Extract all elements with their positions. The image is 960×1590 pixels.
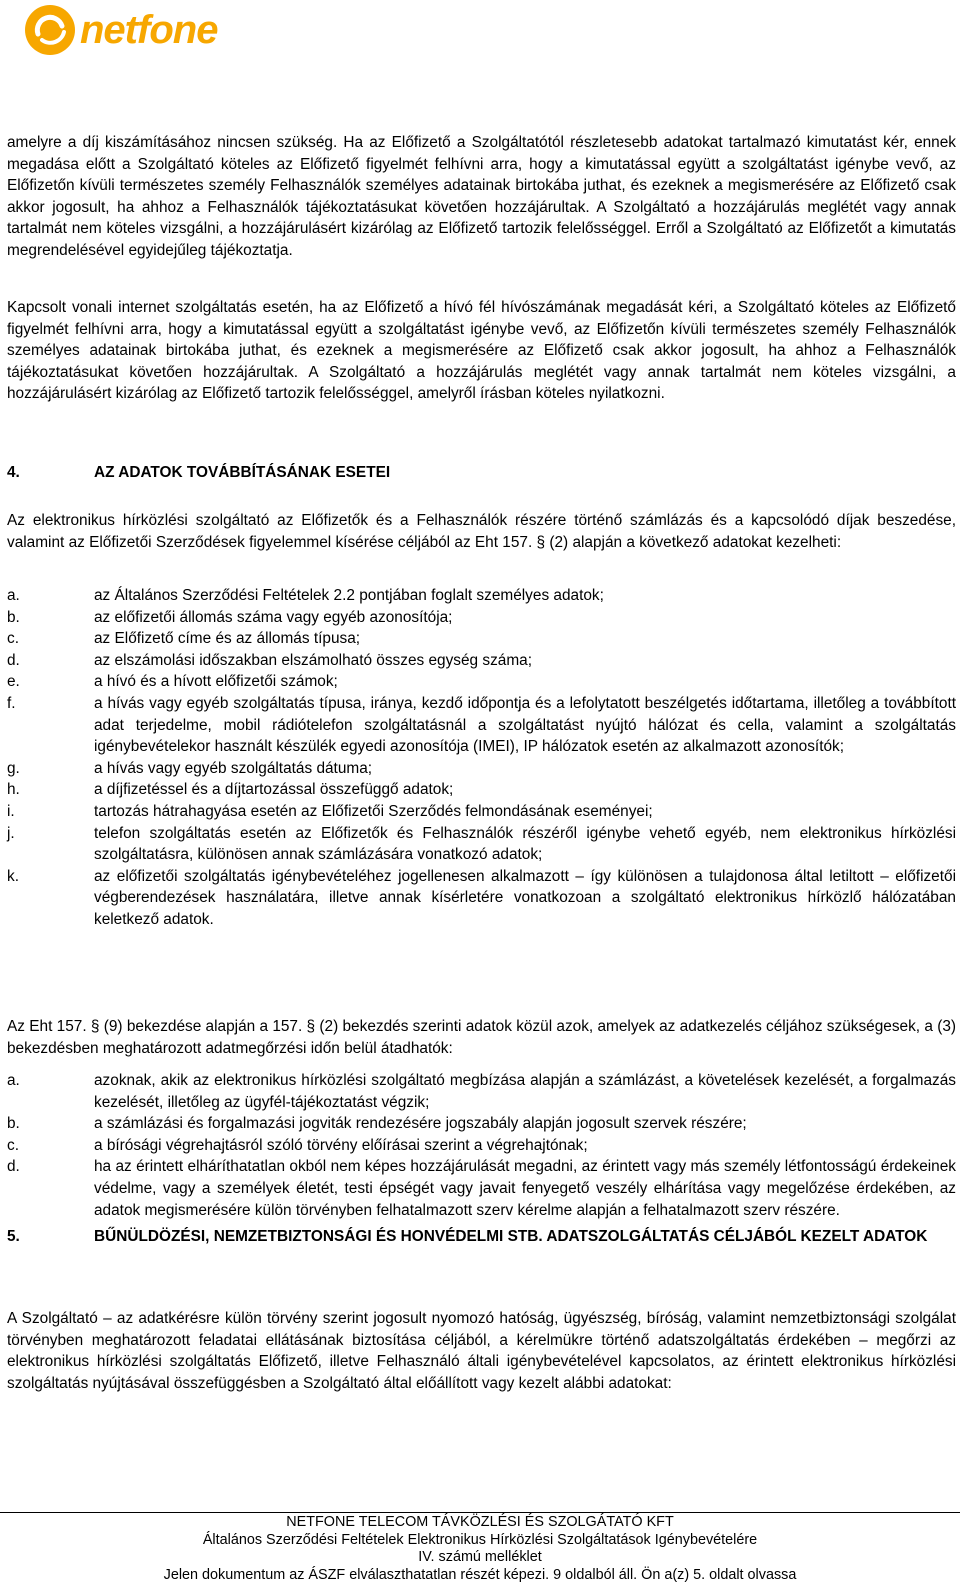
paragraph-1: amelyre a díj kiszámításához nincsen szükség. Ha az Előfizető a Szolgáltatótól részletesebb adatokat tartalmazó kimutatást kér, ennek megadása előtt a Szolgáltató köteles az Előfizető figyelmét felhívni arra, hogy a kimutatással együtt a szolgáltatást igénybe vevő, az Előfizetőn kívüli természetes személy Felhasználók személyes adatainak birtokába juthat, és ezeknek a megismerésére az Előfizető csak akkor jogosult, ha ahhoz a Felhasználók tájékoztatásukat követően hozzájárultak. A Szolgáltató a hozzájárulás meglétét vagy annak tartalmát nem köteles vizsgálni, a hozzájárulásért kizárólag az Előfizető tartozik felelősséggel. Erről a Szolgáltató az Előfizetőt a kimutatás megrendelésével egyidejűleg tájékoztatja. — [7, 134, 956, 259]
list-marker: i. — [7, 802, 15, 820]
list-marker: d. — [7, 651, 20, 669]
footer-annex: IV. számú melléklet — [418, 1549, 542, 1565]
list-marker: d. — [7, 1158, 20, 1176]
section-5-heading — [7, 1226, 956, 1248]
section-4-title: AZ ADATOK TOVÁBBÍTÁSÁNAK ESETEI — [94, 464, 391, 481]
list-text: tartozás hátrahagyása esetén az Előfizetői Szerződés felmondásának eseményei; — [94, 802, 653, 820]
paragraph-5: A Szolgáltató – az adatkérésre külön törvény szerint jogosult nyomozó hatóság, ügyészség, bíróság, valamint nemzetbiztonsági szolgálat törvényben meghatározott feladatai ellátásának biztosítása céljából, a kérelmükre történő adatszolgáltatás érdekében – megőrzi az elektronikus hírközlési szolgáltatás Előfizető, illetve Felhasználó általi igénybevételével kapcsolatos, az érintett elektronikus hírközlési szolgáltatás nyújtásával összefüggésben a Szolgáltató által előállított vagy kezelt alábbi adatokat: — [7, 1310, 956, 1392]
list-marker: f. — [7, 694, 16, 712]
footer-document-title: Általános Szerződési Feltételek Elektronikus Hírközlési Szolgáltatások Igénybevételére — [202, 1531, 758, 1548]
list-marker: c. — [7, 1136, 19, 1154]
list-marker: e. — [7, 673, 20, 691]
list-item — [7, 693, 956, 758]
list-text: ha az érintett elháríthatatlan okból nem képes hozzájárulását megadni, az érintett vagy más személy létfontosságú érdekeinek védelme, vagy a személyek életét, testi épségét vagy javait fenyegető veszély elhárítása vagy megelőzése érdekében, az adatok megismerésére külön törvényben felhatalmazott szerv kérelme alapján a felhatalmazott szerv részére. — [94, 1158, 956, 1219]
list-item — [7, 758, 956, 780]
data-list-1 — [7, 585, 956, 931]
list-text: a díjfizetéssel és a díjtartozással összefüggő adatok; — [94, 781, 454, 799]
logo-wordmark: netfone — [80, 8, 218, 52]
section-4-number: 4. — [7, 464, 20, 481]
list-item — [7, 628, 956, 650]
list-item — [7, 1113, 956, 1135]
list-item — [7, 779, 956, 801]
list-item — [7, 866, 956, 931]
netfone-logo — [24, 4, 217, 56]
list-text: telefon szolgáltatás esetén az Előfizetők és Felhasználók részéről igénybe vehető egyéb, nem elektronikus hírközlési szolgáltatásra, különösen annak számlázására vonatkozó adatok; — [94, 824, 956, 864]
paragraph-2: Kapcsolt vonali internet szolgáltatás esetén, ha az Előfizető a hívó fél hívószámának megadását kéri, a Szolgáltató köteles az Előfizető figyelmét felhívni arra, hogy a kimutatással együtt a szolgáltatást igénybe vevő, az Előfizetőn kívüli természetes személy Felhasználók személyes adatainak birtokába juthat, és ezeknek a megismerésére az Előfizető csak akkor jogosult, ha ahhoz a Felhasználók tájékoztatásukat követően hozzájárultak. A Szolgáltató a hozzájárulás meglétét vagy annak tartalmát nem köteles vizsgálni, a hozzájárulásért kizárólag az Előfizető tartozik felelősséggel, amelyről írásban köteles nyilatkozni. — [7, 299, 956, 403]
paragraph-4: Az Eht 157. § (9) bekezdése alapján a 157. § (2) bekezdés szerinti adatok közül azok, amelyek az adatkezelés céljához szükségesek, a (3) bekezdésben meghatározott adatmegőrzési időn belül átadhatók: — [7, 1018, 956, 1057]
list-marker: a. — [7, 587, 20, 604]
list-marker: b. — [7, 608, 20, 626]
footer-page-info: Jelen dokumentum az ÁSZF elválaszthatatlan részét képezi. 9 oldalból áll. Ön a(z) 5. oldalt olvassa — [163, 1566, 797, 1583]
list-text: a bírósági végrehajtásról szóló törvény előírásai szerint a végrehajtónak; — [94, 1136, 588, 1154]
list-marker: b. — [7, 1115, 20, 1133]
list-text: a hívó és a hívott előfizetői számok; — [94, 673, 338, 691]
list-item — [7, 1070, 956, 1113]
section-5-title: BŰNÜLDÖZÉSI, NEMZETBIZTONSÁGI ÉS HONVÉDELMI STB. ADATSZOLGÁLTATÁS CÉLJÁBÓL KEZELT ADATOK — [94, 1228, 928, 1245]
list-marker: h. — [7, 781, 20, 799]
list-marker: c. — [7, 630, 19, 648]
list-marker: j. — [7, 824, 15, 842]
list-item — [7, 1156, 956, 1221]
netfone-logo-icon — [24, 4, 76, 56]
list-text: a hívás vagy egyéb szolgáltatás dátuma; — [94, 759, 373, 777]
list-item — [7, 650, 956, 672]
list-text: a számlázási és forgalmazási jogviták rendezésére jogszabály alapján jogosult szervek részére; — [94, 1115, 747, 1133]
list-item — [7, 585, 956, 607]
footer-divider — [0, 1512, 960, 1513]
data-list-2 — [7, 1070, 956, 1221]
list-text: az előfizetői szolgáltatás igénybevételéhez jogellenesen alkalmazott – így különösen a tulajdonosa által letiltott – előfizetői végberendezések használatára, illetve annak kísérletére vonatkozoan a szolgáltató elektronikus hírközlő hálózatában keletkező adatok. — [94, 867, 956, 928]
section-5-number: 5. — [7, 1228, 20, 1245]
list-item — [7, 1135, 956, 1157]
list-text: a hívás vagy egyéb szolgáltatás típusa, iránya, kezdő időpontja és a lefolytatott beszélgetés időtartama, illetőleg a továbbított adat terjedelme, mobil rádiótelefon szolgáltatásnál a szolgáltatást nyújtó hálózat és cella, valamint a szolgáltatás igénybevételekor használt készülék egyedi azonosítója (IMEI), IP hálózatok esetén az alkalmazott azonosítók; — [94, 694, 956, 756]
section-4-heading — [7, 462, 956, 484]
list-item — [7, 671, 956, 693]
list-text: az előfizetői állomás száma vagy egyéb azonosítója; — [94, 608, 453, 626]
list-text: az elszámolási időszakban elszámolható összes egység száma; — [94, 651, 532, 669]
list-text: az Előfizető címe és az állomás típusa; — [94, 630, 361, 648]
list-marker: g. — [7, 759, 20, 777]
list-item — [7, 823, 956, 866]
list-marker: k. — [7, 867, 19, 885]
footer-company: NETFONE TELECOM TÁVKÖZLÉSI ÉS SZOLGÁTATÓ KFT — [286, 1514, 674, 1530]
paragraph-3: Az elektronikus hírközlési szolgáltató az Előfizetők és a Felhasználók részére történő számlázás és a kapcsolódó díjak beszedése, valamint az Előfizetői Szerződések figyelemmel kísérése céljából az Eht 157. § (2) alapján a következő adatokat kezelheti: — [7, 512, 956, 551]
list-text: az Általános Szerződési Feltételek 2.2 pontjában foglalt személyes adatok; — [94, 587, 604, 604]
list-marker: a. — [7, 1072, 20, 1089]
list-item — [7, 801, 956, 823]
list-item — [7, 607, 956, 629]
list-text: azoknak, akik az elektronikus hírközlési szolgáltató megbízása alapján a számlázást, a követelések kezelését, a forgalmazás kezelését, illetőleg az ügyfél-tájékoztatást végzik; — [94, 1072, 956, 1111]
page-footer — [0, 1514, 960, 1584]
